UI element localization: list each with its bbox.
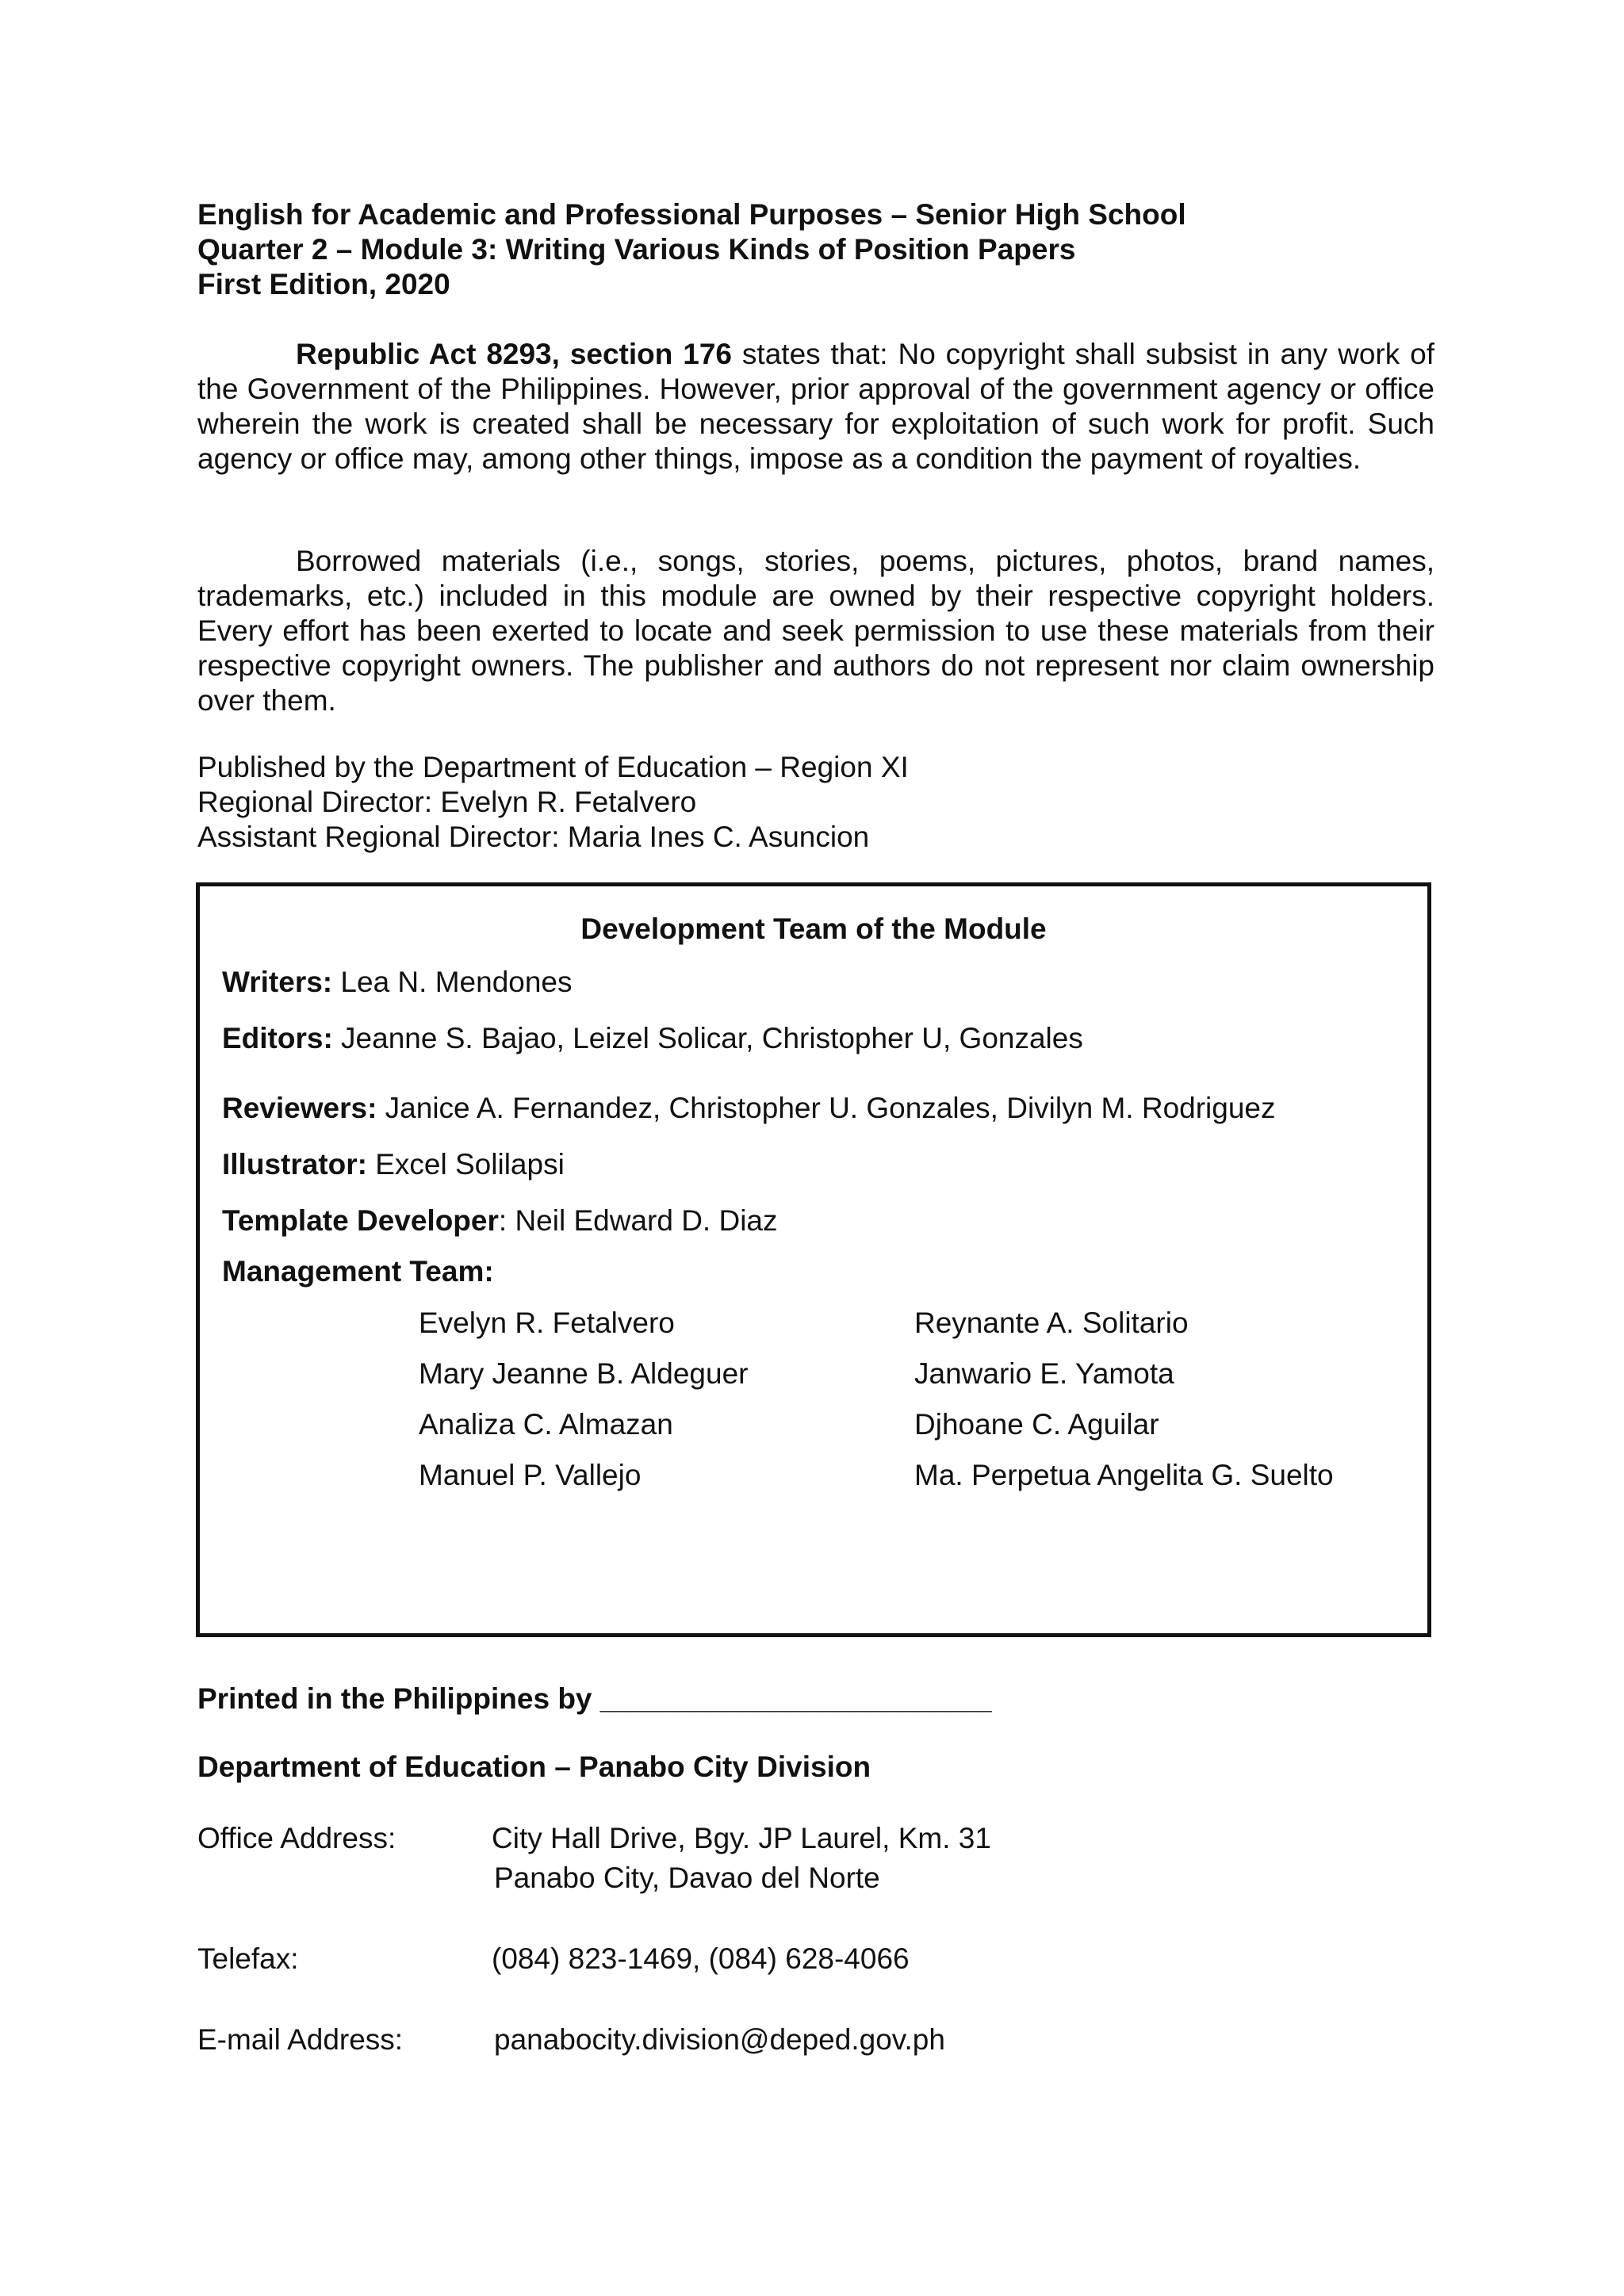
editors-value: Jeanne S. Bajao, Leizel Solicar, Christopher U, Gonzales xyxy=(332,1022,1083,1054)
management-member: Mary Jeanne B. Aldeguer xyxy=(419,1357,749,1390)
document-title-block xyxy=(197,197,1466,302)
development-team-box xyxy=(196,882,1431,1637)
regional-director: Regional Director: Evelyn R. Fetalvero xyxy=(197,786,697,818)
management-member: Reynante A. Solitario xyxy=(914,1307,1189,1339)
management-member: Janwario E. Yamota xyxy=(914,1357,1174,1390)
editors-line xyxy=(222,1021,1396,1056)
edition: First Edition, 2020 xyxy=(197,268,450,300)
writers-value: Lea N. Mendones xyxy=(332,966,573,998)
illustrator-value: Excel Solilapsi xyxy=(366,1148,565,1181)
team-title: Development Team of the Module xyxy=(580,913,1047,945)
management-member: Djhoane C. Aguilar xyxy=(914,1408,1159,1441)
management-member: Analiza C. Almazan xyxy=(419,1408,673,1441)
telefax-label: Telefax: xyxy=(197,1942,299,1975)
management-member: Ma. Perpetua Angelita G. Suelto xyxy=(914,1459,1334,1491)
office-address-line1: City Hall Drive, Bgy. JP Laurel, Km. 31 xyxy=(492,1822,991,1854)
copyright-text: states that: No copyright shall subsist in any work of the Government of the Philippines. However, prior approval of the government agency or office wherein the work is created shall be necessary for exploitation of such work for profit. Such agency or office may, among other things, impose as a condition the payment of royalties. xyxy=(197,338,1434,475)
division-name: Department of Education – Panabo City Division xyxy=(197,1751,871,1783)
publisher-info xyxy=(197,750,1308,855)
template-developer-label: Template Developer xyxy=(222,1204,499,1237)
template-developer-line xyxy=(222,1203,1396,1238)
copyright-lead: Republic Act 8293, section 176 xyxy=(296,338,733,370)
email-label: E-mail Address: xyxy=(197,2023,404,2056)
borrowed-materials-paragraph xyxy=(197,544,1434,718)
borrowed-text: Borrowed materials (i.e., songs, stories, poems, pictures, photos, brand names, trademarks, etc.) included in this module are owned by their respective copyright holders. Every effort has been exerted to locate and seek permission to use these materials from their respective copyright owners. The publisher and authors do not represent nor claim ownership over them. xyxy=(197,545,1434,717)
email-value: panabocity.division@deped.gov.ph xyxy=(494,2023,945,2056)
office-address-label: Office Address: xyxy=(197,1822,396,1854)
reviewers-label: Reviewers: xyxy=(222,1092,377,1124)
writers-label: Writers: xyxy=(222,966,333,998)
module-title: Quarter 2 – Module 3: Writing Various Kinds of Position Papers xyxy=(197,233,1076,266)
publisher-line: Published by the Department of Education – Region XI xyxy=(197,751,909,783)
copyright-paragraph xyxy=(197,337,1434,476)
printed-by: Printed in the Philippines by ________________________ xyxy=(197,1682,992,1715)
assistant-regional-director: Assistant Regional Director: Maria Ines C. Asuncion xyxy=(197,821,870,853)
management-team-label: Management Team: xyxy=(222,1255,494,1288)
reviewers-line xyxy=(222,1091,1396,1126)
management-member: Evelyn R. Fetalvero xyxy=(419,1307,675,1339)
course-title: English for Academic and Professional Purposes – Senior High School xyxy=(197,198,1186,231)
telefax-value: (084) 823-1469, (084) 628-4066 xyxy=(492,1942,910,1975)
writers-line xyxy=(222,965,1396,1000)
management-member: Manuel P. Vallejo xyxy=(419,1459,642,1491)
illustrator-line xyxy=(222,1147,1396,1182)
illustrator-label: Illustrator: xyxy=(222,1148,367,1181)
editors-label: Editors: xyxy=(222,1022,333,1054)
office-address-line2: Panabo City, Davao del Norte xyxy=(494,1862,880,1894)
template-developer-value: : Neil Edward D. Diaz xyxy=(498,1204,778,1237)
reviewers-value: Janice A. Fernandez, Christopher U. Gonzales, Divilyn M. Rodriguez xyxy=(377,1092,1276,1124)
